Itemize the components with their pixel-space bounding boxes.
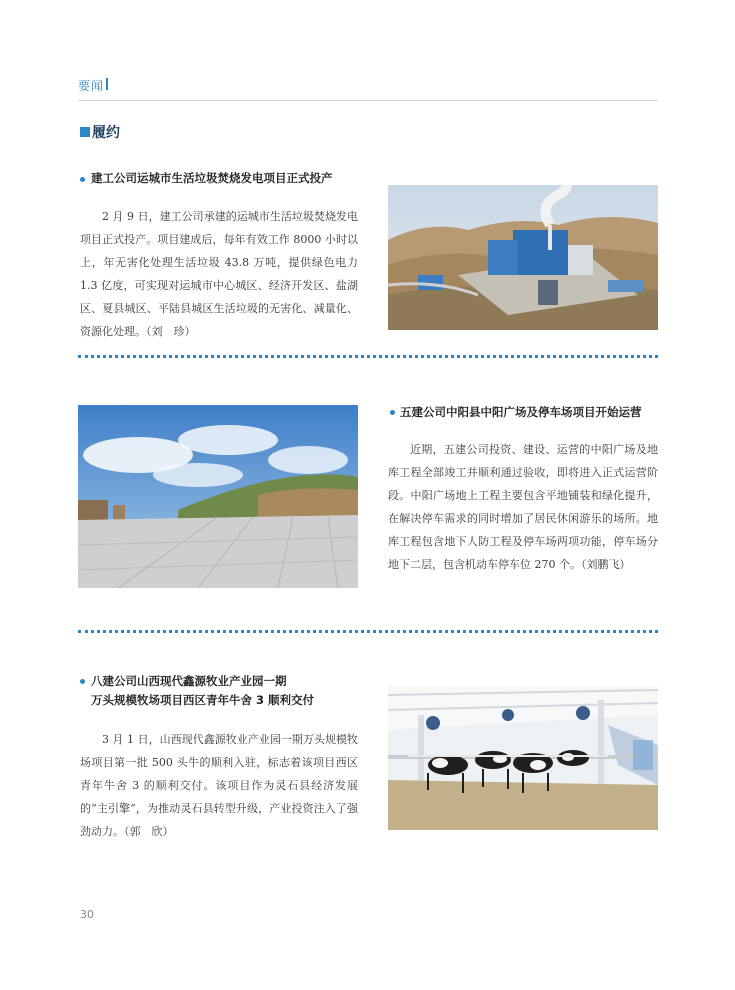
article-2-headline: 五建公司中阳县中阳广场及停车场项目开始运营 bbox=[400, 405, 642, 419]
bullet-icon bbox=[390, 410, 395, 415]
bullet-icon bbox=[80, 679, 85, 684]
section-divider bbox=[78, 630, 658, 633]
bullet-icon bbox=[80, 177, 85, 182]
page-number: 30 bbox=[80, 908, 94, 921]
article-1-body: 2 月 9 日，建工公司承建的运城市生活垃圾焚烧发电项目正式投产。项目建成后，每年有效工作 8000 小时以上，年无害化处理生活垃圾 43.8 万吨，提供绿色电力 1.3 亿度，可实现对运城市中心城区、经济开发区、盐湖区、夏县城区、平陆县城区生活垃圾的无害化、减量化、资源化处理。（刘 珍） bbox=[80, 210, 358, 338]
header-divider-bar bbox=[106, 78, 108, 90]
article-3-headline-line1: 八建公司山西现代鑫源牧业产业园一期 bbox=[91, 674, 287, 688]
article-2-body: 近期，五建公司投资、建设、运营的中阳广场及地库工程全部竣工并顺利通过验收，即将进入正式运营阶段。中阳广场地上工程主要包含平地铺装和绿化提升，在解决停车需求的同时增加了居民休闲游乐的场所。地库工程包含地下人防工程及停车场两项功能，停车场分地下二层，包含机动车停车位 270 个。（刘鹏飞） bbox=[388, 443, 658, 571]
section-divider bbox=[78, 355, 658, 358]
section-square-icon bbox=[80, 127, 90, 137]
article-3-headline-line2: 万头规模牧场项目西区青年牛舍 3 顺利交付 bbox=[91, 693, 315, 707]
section-header-label: 要闻 bbox=[78, 79, 105, 93]
article-3-photo-cattle-barn bbox=[388, 685, 658, 830]
article-1-headline: 建工公司运城市生活垃圾焚烧发电项目正式投产 bbox=[91, 171, 333, 185]
article-3-body: 3 月 1 日，山西现代鑫源牧业产业园一期万头规模牧场项目第一批 500 头牛的顺利入驻，标志着该项目西区青年牛舍 3 的顺利交付。该项目作为灵石县经济发展的“主引擎”，为推动灵石县转型升级，产业投资注入了强劲动力。（郭 欣） bbox=[80, 733, 358, 838]
header-rule bbox=[78, 100, 658, 101]
section-title: 履约 bbox=[92, 125, 120, 141]
article-2-photo-plaza bbox=[78, 405, 358, 588]
article-1-photo-power-plant bbox=[388, 185, 658, 330]
